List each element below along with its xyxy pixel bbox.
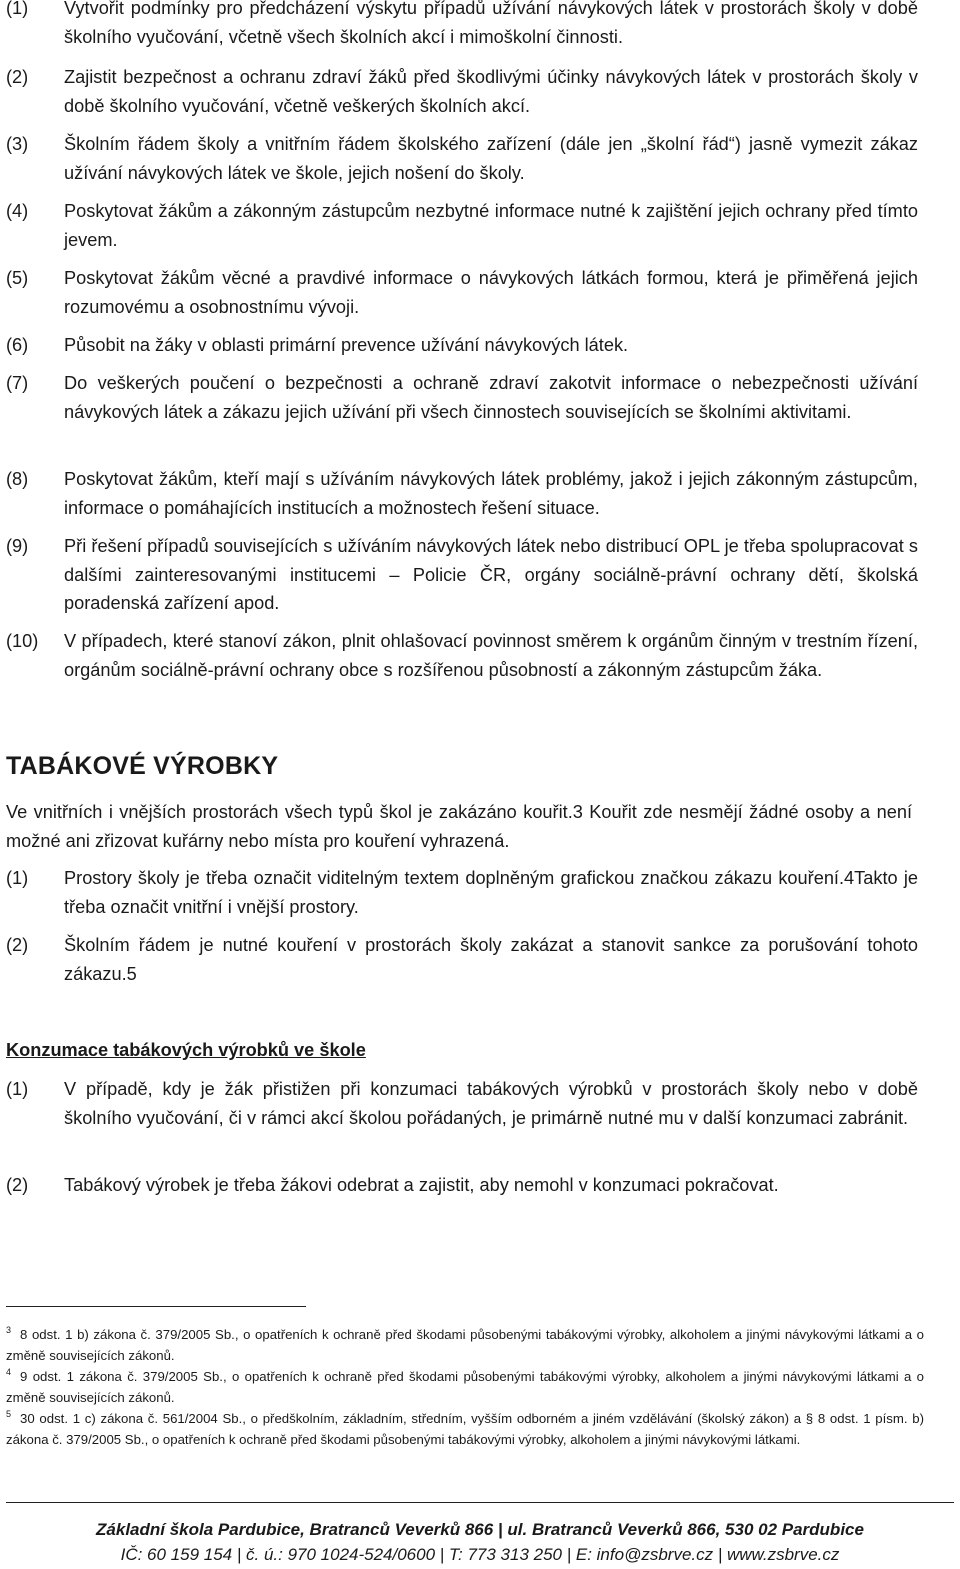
list-number: (10) (6, 631, 39, 651)
list-number: (1) (6, 868, 29, 888)
footnote (6, 1404, 924, 1450)
list-item (6, 0, 918, 51)
list-number: (2) (6, 67, 29, 87)
list-item (6, 369, 918, 426)
footer-address: Základní škola Pardubice, Bratranců Veverků 866 | ul. Bratranců Veverků 866, 530 02 Pardubice (96, 1520, 864, 1539)
footnote-mark: 4 (6, 1367, 12, 1377)
footnote-text: 8 odst. 1 b) zákona č. 379/2005 Sb., o opatřeních k ochraně před škodami působenými tabákovými výrobky, alkoholem a jinými návykovými látkami a o změně souvisejících zákonů. (6, 1327, 924, 1363)
list-text: Vytvořit podmínky pro předcházení výskytu případů užívání návykových látek v prostorách školy v době školního vyučování, včetně všech školních akcí i mimoškolní činnosti. (64, 0, 918, 47)
list-text: Zajistit bezpečnost a ochranu zdraví žáků před škodlivými účinky návykových látek v prostorách školy v době školního vyučování, včetně veškerých školních akcí. (64, 67, 918, 116)
section-heading: TABÁKOVÉ VÝROBKY (6, 752, 279, 780)
list-number: (5) (6, 268, 29, 288)
list-item (6, 1171, 918, 1200)
footnote-divider (6, 1306, 306, 1307)
list-item (6, 331, 918, 360)
list-text: Poskytovat žákům, kteří mají s užíváním návykových látek problémy, jakož i jejich zákonným zástupcům, informace o pomáhajících institucích a možnostech řešení situace. (64, 469, 918, 518)
list-text: V případech, které stanoví zákon, plnit ohlašovací povinnost směrem k orgánům činným v trestním řízení, orgánům sociálně-právní ochrany obce s rozšířenou působností a zákonným zástupcům žáka. (64, 631, 918, 680)
list-number: (9) (6, 536, 29, 556)
list-number: (3) (6, 134, 29, 154)
list-item (6, 465, 918, 522)
list-item (6, 627, 918, 684)
section-paragraph: Ve vnitřních i vnějších prostorách všech typů škol je zakázáno kouřit.3 Kouřit zde nesmějí žádné osoby a není možné ani zřizovat kuřárny nebo místa pro kouření vyhrazená. (6, 802, 912, 851)
list-number: (8) (6, 469, 29, 489)
list-text: Poskytovat žákům a zákonným zástupcům nezbytné informace nutné k zajištění jejich ochrany před tímto jevem. (64, 201, 918, 250)
list-item (6, 864, 918, 921)
list-text: Tabákový výrobek je třeba žákovi odebrat a zajistit, aby nemohl v konzumaci pokračovat. (64, 1175, 779, 1195)
list-item (6, 532, 918, 618)
list-number: (1) (6, 0, 29, 18)
list-text: Poskytovat žákům věcné a pravdivé informace o návykových látkách formou, která je přiměřená jejich rozumovému a osobnostnímu vývoji. (64, 268, 918, 317)
subsection-heading: Konzumace tabákových výrobků ve škole (6, 1040, 366, 1060)
list-text: Prostory školy je třeba označit viditelným textem doplněným grafickou značkou zákazu kouření.4Takto je třeba označit vnitřní i vnější prostory. (64, 868, 918, 917)
footer-contact: IČ: 60 159 154 | č. ú.: 970 1024-524/0600 | T: 773 313 250 | E: info@zsbrve.cz | www.zsbrve.cz (120, 1545, 840, 1564)
list-item (6, 1075, 918, 1132)
list-number: (2) (6, 935, 29, 955)
list-number: (7) (6, 373, 29, 393)
footnote-text: 9 odst. 1 zákona č. 379/2005 Sb., o opatřeních k ochraně před škodami působenými tabákovými výrobky, alkoholem a jinými návykovými látkami a o změně souvisejících zákonů. (6, 1369, 924, 1405)
footnote (6, 1320, 924, 1366)
list-text: Při řešení případů souvisejících s užíváním návykových látek nebo distribucí OPL je třeba spolupracovat s dalšími zainteresovanými institucemi – Policie ČR, orgány sociálně-právní ochrany dětí, školská poradenská zařízení apod. (64, 536, 918, 613)
list-number: (2) (6, 1175, 29, 1195)
footnote-mark: 3 (6, 1325, 12, 1335)
list-item (6, 130, 918, 187)
footnote-mark: 5 (6, 1409, 12, 1419)
list-item (6, 264, 918, 321)
list-text: V případě, kdy je žák přistižen při konzumaci tabákových výrobků v prostorách školy nebo v době školního vyučování, či v rámci akcí školou pořádaných, je primárně nutné mu v další konzumaci zabránit. (64, 1079, 918, 1128)
list-item (6, 931, 918, 988)
list-item (6, 197, 918, 254)
list-text: Působit na žáky v oblasti primární prevence užívání návykových látek. (64, 335, 629, 355)
footnote (6, 1362, 924, 1408)
list-item (6, 63, 918, 120)
list-number: (1) (6, 1079, 29, 1099)
list-number: (4) (6, 201, 29, 221)
list-number: (6) (6, 335, 29, 355)
list-text: Do veškerých poučení o bezpečnosti a ochraně zdraví zakotvit informace o nebezpečnosti užívání návykových látek a zákazu jejich užívání při všech činnostech souvisejících se školními aktivitami. (64, 373, 918, 422)
footer-divider (6, 1502, 954, 1503)
list-text: Školním řádem je nutné kouření v prostorách školy zakázat a stanovit sankce za porušování tohoto zákazu.5 (64, 935, 918, 984)
footnote-text: 30 odst. 1 c) zákona č. 561/2004 Sb., o předškolním, základním, středním, vyšším odborném a jiném vzdělávání (školský zákon) a § 8 odst. 1 písm. b) zákona č. 379/2005 Sb., o opatřeních k ochraně před škodami působenými tabákovými výrobky, alkoholem a jinými návykovými látkami. (6, 1411, 924, 1447)
list-text: Školním řádem školy a vnitřním řádem školského zařízení (dále jen „školní řád“) jasně vymezit zákaz užívání návykových látek ve škole, jejich nošení do školy. (64, 134, 918, 183)
